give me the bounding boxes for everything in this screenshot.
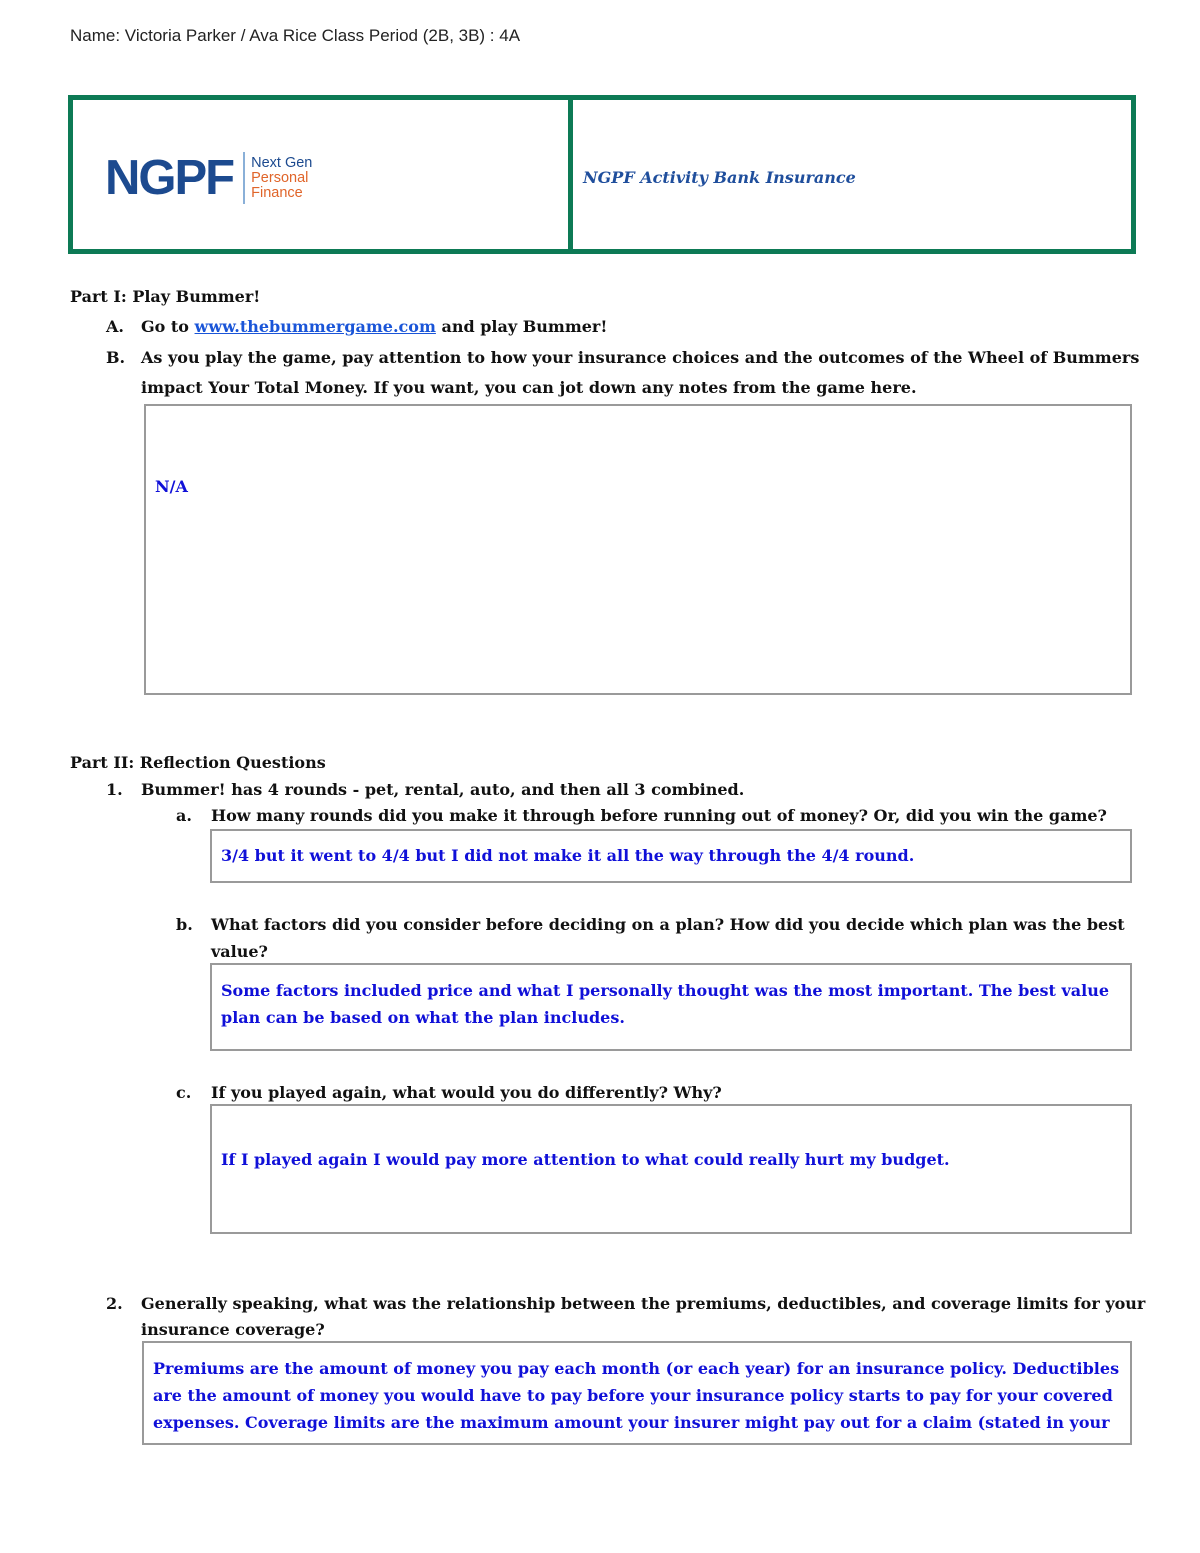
bummer-game-link[interactable]: www.thebummergame.com xyxy=(194,317,436,336)
logo-line-next-gen: Next Gen xyxy=(251,154,313,171)
q1a-answer-box[interactable] xyxy=(210,829,1132,883)
logo-mark: NGPF xyxy=(105,150,234,205)
q1b-answer-line2: plan can be based on what the plan includes. xyxy=(221,1008,625,1027)
q2-answer-box[interactable] xyxy=(142,1341,1132,1445)
activity-title-cell xyxy=(573,100,1131,249)
logo-line-personal: Personal xyxy=(251,169,309,186)
activity-title: NGPF Activity Bank Insurance xyxy=(583,168,856,187)
item-a-suffix: and play Bummer! xyxy=(435,317,608,336)
logo-subtitle xyxy=(251,156,312,201)
item-b-line1: As you play the game, pay attention to how your insurance choices and the outcomes of the Wheel of Bummers xyxy=(141,348,1140,367)
q1b-question-line2: value? xyxy=(211,942,268,961)
q1b-question-line1: What factors did you consider before deciding on a plan? How did you decide which plan was the best xyxy=(211,915,1125,934)
q1-marker: 1. xyxy=(106,780,123,799)
q1b-answer-line1: Some factors included price and what I personally thought was the most important. The best value xyxy=(221,981,1110,1000)
item-b-marker: B. xyxy=(106,348,126,367)
part2-heading: Part II: Reflection Questions xyxy=(70,753,326,772)
q2-question-line2: insurance coverage? xyxy=(141,1320,325,1339)
q2-answer-line2: are the amount of money you would have to pay before your insurance policy starts to pay for your covered xyxy=(153,1386,1113,1405)
q1a-answer: 3/4 but it went to 4/4 but I did not make it all the way through the 4/4 round. xyxy=(221,846,915,865)
q1c-answer-box[interactable] xyxy=(210,1104,1132,1234)
q1-text: Bummer! has 4 rounds - pet, rental, auto, and then all 3 combined. xyxy=(141,780,745,799)
item-a-text xyxy=(141,313,607,340)
notes-answer-box[interactable] xyxy=(144,404,1132,695)
q2-marker: 2. xyxy=(106,1294,123,1313)
q2-answer-line1: Premiums are the amount of money you pay each month (or each year) for an insurance policy. Deductibles xyxy=(153,1359,1120,1378)
q1b-answer-box[interactable] xyxy=(210,963,1132,1051)
q1c-marker: c. xyxy=(176,1083,192,1102)
notes-answer: N/A xyxy=(155,477,188,496)
ngpf-logo xyxy=(105,152,312,204)
q1a-marker: a. xyxy=(176,806,192,825)
part1-heading: Part I: Play Bummer! xyxy=(70,287,261,306)
q2-answer-line3: expenses. Coverage limits are the maximum amount your insurer might pay out for a claim (stated in your xyxy=(153,1413,1110,1432)
q2-question-line1: Generally speaking, what was the relationship between the premiums, deductibles, and coverage limits for your xyxy=(141,1294,1146,1313)
item-a-marker: A. xyxy=(106,317,124,336)
item-b-line2: impact Your Total Money. If you want, you can jot down any notes from the game here. xyxy=(141,378,917,397)
q1c-answer: If I played again I would pay more attention to what could really hurt my budget. xyxy=(221,1150,950,1169)
student-name-line: Name: Victoria Parker / Ava Rice Class Period (2B, 3B) : 4A xyxy=(70,26,521,45)
item-a-prefix: Go to xyxy=(141,317,195,336)
title-table xyxy=(68,95,1136,254)
logo-divider xyxy=(243,152,245,204)
q1b-marker: b. xyxy=(176,915,193,934)
logo-line-finance: Finance xyxy=(251,184,303,201)
logo-cell xyxy=(73,100,573,249)
q1a-question: How many rounds did you make it through before running out of money? Or, did you win the game? xyxy=(211,806,1107,825)
q1c-question: If you played again, what would you do differently? Why? xyxy=(211,1083,722,1102)
